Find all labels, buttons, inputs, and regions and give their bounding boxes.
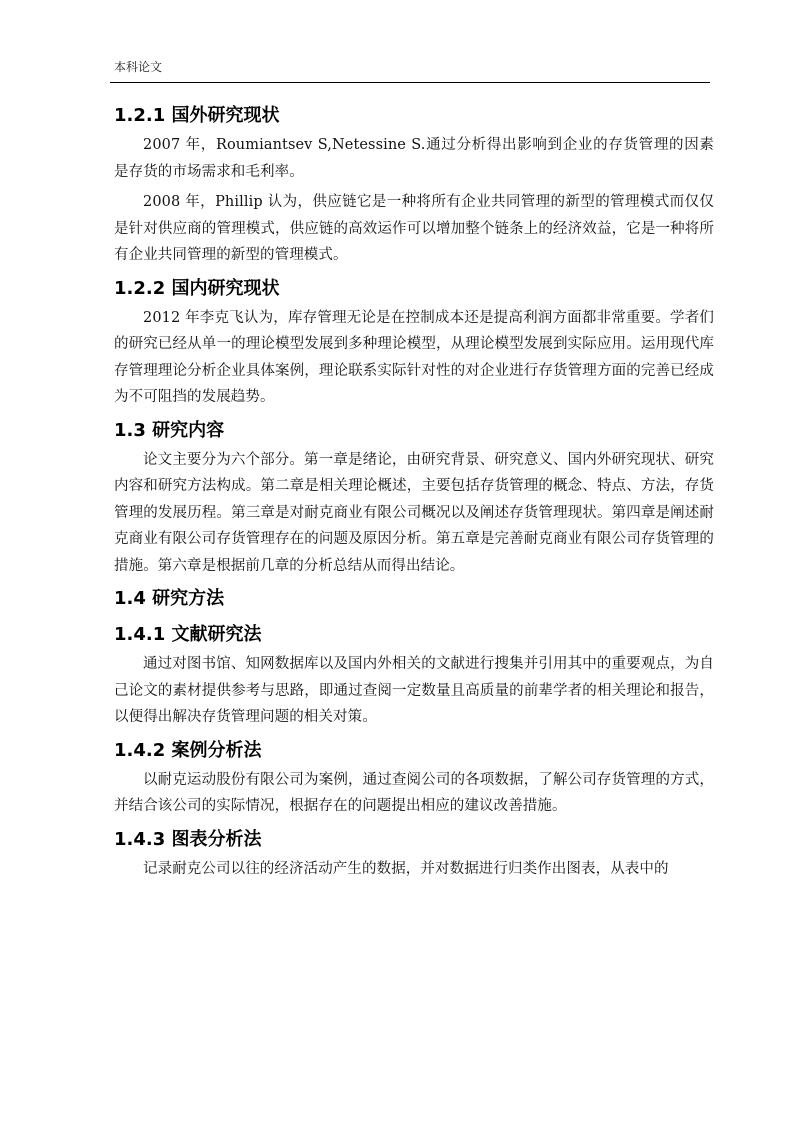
section-heading-1-2-2: 1.2.2 国内研究现状	[114, 277, 280, 299]
paragraph: 2008 年，Phillip 认为，供应链它是一种将所有企业共同管理的新型的管理模式而仅仅是针对供应商的管理模式，供应链的高效运作可以增加整个链条上的经济效益，它是一种将所有企业共同管理的新型的管理模式。	[114, 194, 714, 263]
paragraph: 2007 年，Roumiantsev S,Netessine S.通过分析得出影响到企业的存货管理的因素是存货的市场需求和毛利率。	[114, 137, 714, 180]
paragraph: 记录耐克公司以往的经济活动产生的数据，并对数据进行归类作出图表，从表中的	[143, 860, 669, 877]
paragraph: 以耐克运动股份有限公司为案例，通过查阅公司的各项数据，了解公司存货管理的方式，并结合该公司的实际情况，根据存在的问题提出相应的建议改善措施。	[114, 771, 714, 814]
section-heading-1-4: 1.4 研究方法	[114, 588, 225, 609]
section-heading-1-3: 1.3 研究内容	[114, 419, 225, 441]
section-heading-1-2-1: 1.2.1 国外研究现状	[114, 105, 280, 126]
section-heading-1-4-3: 1.4.3 图表分析法	[114, 828, 262, 850]
header-divider	[110, 82, 710, 83]
paragraph: 通过对图书馆、知网数据库以及国内外相关的文献进行搜集并引用其中的重要观点，为自己论文的素材提供参考与思路，即通过查阅一定数量且高质量的前辈学者的相关理论和报告，以便得出解决存货管理问题的相关对策。	[114, 656, 714, 725]
section-heading-1-4-1: 1.4.1 文献研究法	[114, 624, 262, 645]
page-header: 本科论文	[114, 60, 163, 74]
paragraph: 2012 年李克飞认为，库存管理无论是在控制成本还是提高利润方面都非常重要。学者们的研究已经从单一的理论模型发展到多种理论模型，从理论模型发展到实际应用。运用现代库存管理理论分析企业具体案例，理论联系实际针对性的对企业进行存货管理方面的完善已经成为不可阻挡的发展趋势。	[114, 309, 714, 405]
document-body	[114, 100, 714, 882]
paragraph: 论文主要分为六个部分。第一章是绪论，由研究背景、研究意义、国内外研究现状、研究内容和研究方法构成。第二章是相关理论概述，主要包括存货管理的概念、特点、方法，存货管理的发展历程。第三章是对耐克商业有限公司概况以及阐述存货管理现状。第四章是阐述耐克商业有限公司存货管理存在的问题及原因分析。第五章是完善耐克商业有限公司存货管理的措施。第六章是根据前几章的分析总结从而得出结论。	[114, 451, 714, 574]
section-heading-1-4-2: 1.4.2 案例分析法	[114, 739, 262, 761]
